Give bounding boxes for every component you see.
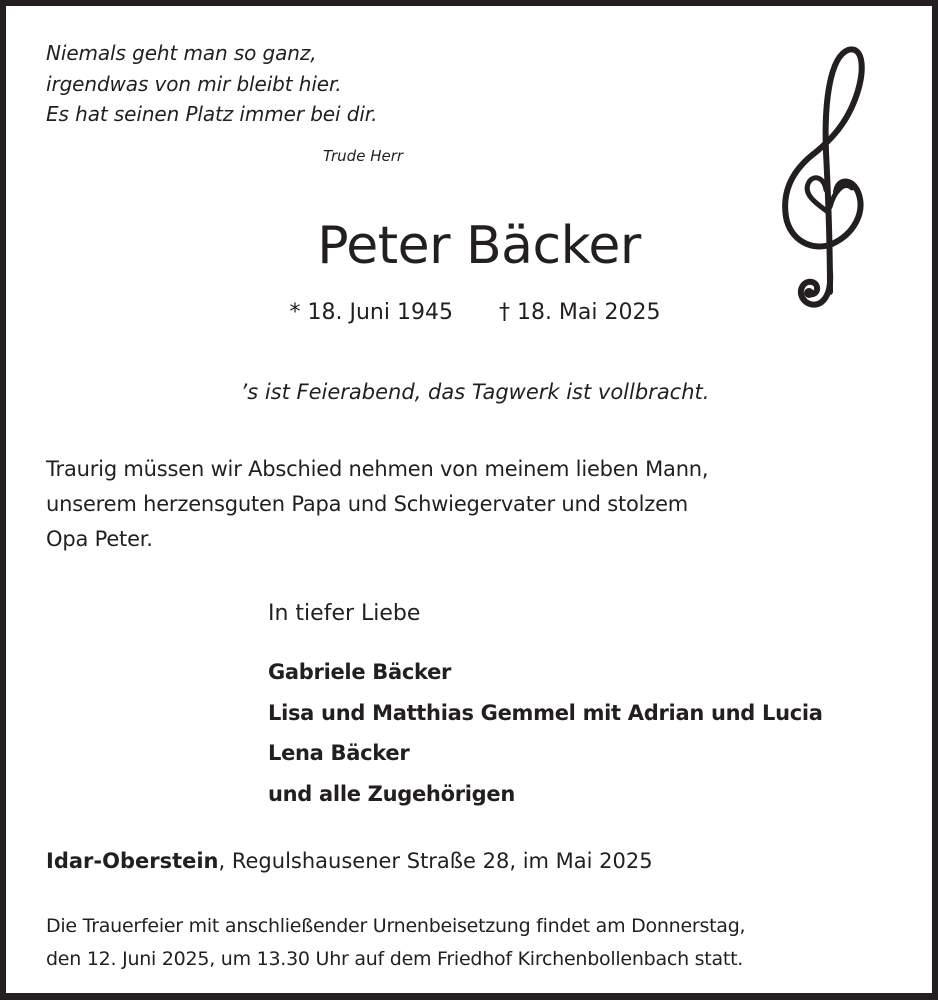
announcement-text <box>46 452 708 557</box>
closing-phrase: In tiefer Liebe <box>268 601 421 626</box>
location-address: , Regulshausener Straße 28, im Mai 2025 <box>218 849 653 873</box>
service-info <box>46 910 745 976</box>
mourner: Lisa und Matthias Gemmel mit Adrian und Lucia <box>268 700 823 725</box>
poem-line: Es hat seinen Platz immer bei dir. <box>46 102 378 126</box>
location-line <box>46 849 653 873</box>
motto: ’s ist Feierabend, das Tagwerk ist vollbracht. <box>240 380 710 404</box>
mourner: Lena Bäcker <box>268 741 410 765</box>
poem-quote <box>46 38 377 130</box>
poem-author: Trude Herr <box>323 147 404 165</box>
announcement-line: Opa Peter. <box>46 527 153 551</box>
death-date: † 18. Mai 2025 <box>498 300 661 325</box>
life-dates <box>6 300 938 325</box>
poem-line: irgendwas von mir bleibt hier. <box>46 71 342 96</box>
announcement-line: Traurig müssen wir Abschied nehmen von meinem lieben Mann, <box>46 457 709 481</box>
mourner: und alle Zugehörigen <box>268 781 515 806</box>
service-line: den 12. Juni 2025, um 13.30 Uhr auf dem Friedhof Kirchenbollenbach statt. <box>46 948 744 970</box>
mourner: Gabriele Bäcker <box>268 660 452 684</box>
service-line: Die Trauerfeier mit anschließender Urnenbeisetzung findet am Donnerstag, <box>46 915 746 937</box>
birth-date: * 18. Juni 1945 <box>289 300 453 325</box>
deceased-name: Peter Bäcker <box>317 216 641 276</box>
poem-line: Niemals geht man so ganz, <box>46 41 317 65</box>
announcement-line: unserem herzensguten Papa und Schwiegervater und stolzem <box>46 492 689 516</box>
location-city: Idar-Oberstein <box>46 849 219 873</box>
mourners-list <box>268 652 823 814</box>
